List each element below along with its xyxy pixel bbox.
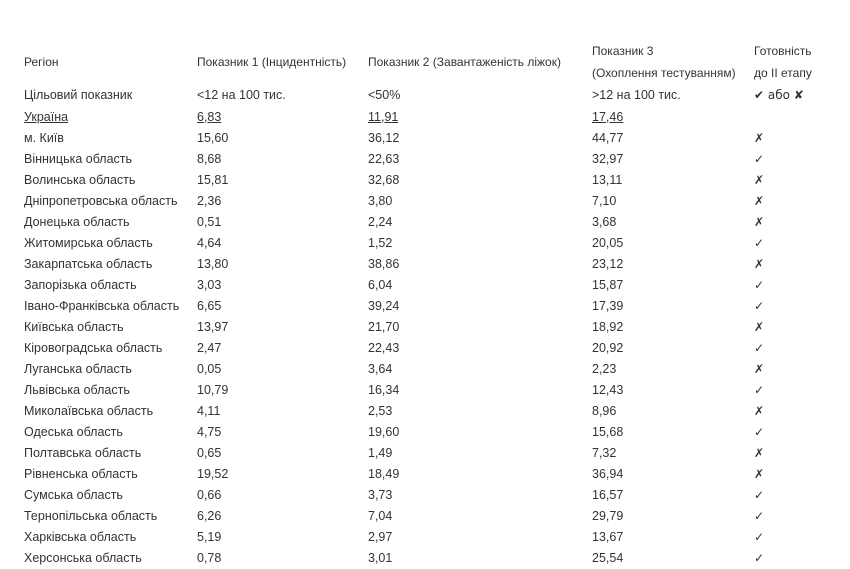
indicator-3-cell: 44,77: [592, 130, 624, 145]
indicator-2-cell: 21,70: [368, 319, 400, 334]
table-row: [24, 337, 844, 358]
indicator-1-cell: 0,78: [197, 550, 222, 565]
readiness-cell: ✓: [754, 340, 765, 355]
readiness-cell: ✗: [754, 172, 765, 187]
indicator-2-cell: 19,60: [368, 424, 400, 439]
readiness-cell: ✗: [754, 130, 765, 145]
table-row: [24, 211, 844, 232]
indicator-3-cell: 12,43: [592, 382, 624, 397]
header-readiness-line1: Готовність: [754, 44, 812, 58]
region-cell: Закарпатська область: [24, 256, 153, 271]
indicator-2-cell: 36,12: [368, 130, 400, 145]
ukraine-indicator-2: 11,91: [368, 109, 399, 124]
region-cell: Львівська область: [24, 382, 130, 397]
table-row: [24, 463, 844, 484]
indicator-2-cell: 3,73: [368, 487, 393, 502]
header-indicator-3-line2: (Охоплення тестуванням): [592, 66, 736, 80]
indicator-2-cell: 2,53: [368, 403, 393, 418]
ukraine-row: [24, 106, 844, 127]
region-rows: [24, 127, 844, 568]
region-cell: Запорізька область: [24, 277, 137, 292]
indicator-1-cell: 13,80: [197, 256, 229, 271]
indicator-2-cell: 1,49: [368, 445, 393, 460]
target-indicator-1: <12 на 100 тис.: [197, 88, 286, 102]
indicator-1-cell: 6,26: [197, 508, 222, 523]
region-cell: Харківська область: [24, 529, 137, 544]
indicator-1-cell: 4,75: [197, 424, 222, 439]
target-row: [24, 84, 844, 106]
readiness-cell: ✗: [754, 214, 765, 229]
header-indicator-3-line1: Показник 3: [592, 44, 654, 58]
table-row: [24, 442, 844, 463]
region-cell: Вінницька область: [24, 151, 133, 166]
readiness-cell: ✗: [754, 319, 765, 334]
readiness-cell: ✗: [754, 445, 765, 460]
header-indicator-3: [592, 40, 754, 84]
header-readiness-line2: до ІІ етапу: [754, 66, 812, 80]
ukraine-region-link[interactable]: Україна: [24, 109, 69, 124]
readiness-cell: ✓: [754, 487, 765, 502]
header-readiness: [754, 40, 844, 84]
indicator-3-cell: 18,92: [592, 319, 624, 334]
indicator-1-cell: 6,65: [197, 298, 222, 313]
table-row: [24, 127, 844, 148]
header-region: Регіон: [24, 55, 59, 69]
readiness-cell: ✓: [754, 235, 765, 250]
indicator-1-cell: 0,05: [197, 361, 222, 376]
table-row: [24, 400, 844, 421]
indicator-3-cell: 13,11: [592, 172, 623, 187]
region-cell: Донецька область: [24, 214, 130, 229]
indicator-3-cell: 20,05: [592, 235, 624, 250]
ukraine-indicator-1: 6,83: [197, 109, 222, 124]
indicator-3-cell: 32,97: [592, 151, 624, 166]
region-cell: Київська область: [24, 319, 124, 334]
indicator-2-cell: 18,49: [368, 466, 400, 481]
readiness-cell: ✗: [754, 466, 765, 481]
region-readiness-table: [24, 40, 844, 568]
indicator-1-cell: 4,11: [197, 403, 221, 418]
table-row: [24, 190, 844, 211]
target-indicator-2: <50%: [368, 88, 401, 102]
table-header-row: [24, 40, 844, 84]
header-indicator-1: Показник 1 (Інцидентність): [197, 55, 347, 69]
region-cell: Житомирська область: [24, 235, 153, 250]
indicator-2-cell: 6,04: [368, 277, 393, 292]
indicator-1-cell: 0,51: [197, 214, 222, 229]
table-row: [24, 232, 844, 253]
table-row: [24, 358, 844, 379]
target-readiness: ✔ або ✘: [754, 88, 804, 102]
table-row: [24, 169, 844, 190]
indicator-1-cell: 5,19: [197, 529, 222, 544]
table-row: [24, 505, 844, 526]
indicator-2-cell: 16,34: [368, 382, 400, 397]
table-row: [24, 253, 844, 274]
readiness-cell: ✗: [754, 193, 765, 208]
region-cell: м. Київ: [24, 130, 64, 145]
indicator-3-cell: 7,32: [592, 445, 617, 460]
indicator-3-cell: 8,96: [592, 403, 617, 418]
indicator-3-cell: 2,23: [592, 361, 617, 376]
ukraine-indicator-3: 17,46: [592, 109, 624, 124]
region-cell: Миколаївська область: [24, 403, 154, 418]
target-indicator-3: >12 на 100 тис.: [592, 88, 681, 102]
indicator-1-cell: 8,68: [197, 151, 222, 166]
indicator-1-cell: 0,66: [197, 487, 222, 502]
table-row: [24, 379, 844, 400]
readiness-cell: ✓: [754, 550, 765, 565]
region-cell: Кіровоградська область: [24, 340, 163, 355]
region-cell: Херсонська область: [24, 550, 142, 565]
table-row: [24, 421, 844, 442]
readiness-cell: ✗: [754, 256, 765, 271]
indicator-3-cell: 7,10: [592, 193, 617, 208]
indicator-3-cell: 15,68: [592, 424, 624, 439]
table-row: [24, 547, 844, 568]
indicator-3-cell: 20,92: [592, 340, 624, 355]
indicator-2-cell: 2,24: [368, 214, 393, 229]
indicator-2-cell: 7,04: [368, 508, 393, 523]
indicator-2-cell: 3,01: [368, 550, 393, 565]
region-cell: Тернопільська область: [24, 508, 158, 523]
indicator-1-cell: 2,47: [197, 340, 222, 355]
indicator-2-cell: 32,68: [368, 172, 400, 187]
indicator-1-cell: 0,65: [197, 445, 222, 460]
indicator-3-cell: 16,57: [592, 487, 624, 502]
indicator-1-cell: 19,52: [197, 466, 229, 481]
readiness-cell: ✗: [754, 361, 765, 376]
target-label: Цільовий показник: [24, 88, 133, 102]
indicator-3-cell: 25,54: [592, 550, 624, 565]
region-cell: Сумська область: [24, 487, 123, 502]
table-row: [24, 148, 844, 169]
indicator-1-cell: 15,60: [197, 130, 229, 145]
indicator-3-cell: 13,67: [592, 529, 624, 544]
indicator-2-cell: 39,24: [368, 298, 400, 313]
readiness-cell: ✓: [754, 298, 765, 313]
table-row: [24, 316, 844, 337]
region-cell: Рівненська область: [24, 466, 138, 481]
indicator-2-cell: 22,63: [368, 151, 400, 166]
readiness-cell: ✓: [754, 529, 765, 544]
region-cell: Дніпропетровська область: [24, 193, 178, 208]
readiness-cell: ✓: [754, 508, 765, 523]
indicator-1-cell: 13,97: [197, 319, 229, 334]
indicator-1-cell: 2,36: [197, 193, 222, 208]
indicator-2-cell: 1,52: [368, 235, 393, 250]
readiness-cell: ✓: [754, 277, 765, 292]
indicator-1-cell: 15,81: [197, 172, 229, 187]
indicator-3-cell: 23,12: [592, 256, 624, 271]
readiness-cell: ✓: [754, 382, 765, 397]
indicator-1-cell: 4,64: [197, 235, 222, 250]
indicator-2-cell: 2,97: [368, 529, 393, 544]
readiness-cell: ✗: [754, 403, 765, 418]
readiness-cell: ✓: [754, 424, 765, 439]
indicator-1-cell: 10,79: [197, 382, 229, 397]
table-row: [24, 526, 844, 547]
table-row: [24, 274, 844, 295]
indicator-3-cell: 36,94: [592, 466, 624, 481]
indicator-3-cell: 29,79: [592, 508, 624, 523]
header-indicator-2: Показник 2 (Завантаженість ліжок): [368, 55, 561, 69]
region-cell: Полтавська область: [24, 445, 142, 460]
indicator-2-cell: 3,64: [368, 361, 393, 376]
indicator-3-cell: 17,39: [592, 298, 624, 313]
indicator-1-cell: 3,03: [197, 277, 222, 292]
table-row: [24, 484, 844, 505]
readiness-cell: ✓: [754, 151, 765, 166]
region-cell: Одеська область: [24, 424, 123, 439]
indicator-3-cell: 3,68: [592, 214, 617, 229]
indicator-2-cell: 38,86: [368, 256, 400, 271]
region-cell: Волинська область: [24, 172, 136, 187]
indicator-2-cell: 22,43: [368, 340, 400, 355]
region-cell: Івано-Франківська область: [24, 298, 180, 313]
table-row: [24, 295, 844, 316]
indicator-3-cell: 15,87: [592, 277, 624, 292]
indicator-2-cell: 3,80: [368, 193, 393, 208]
region-cell: Луганська область: [24, 361, 132, 376]
